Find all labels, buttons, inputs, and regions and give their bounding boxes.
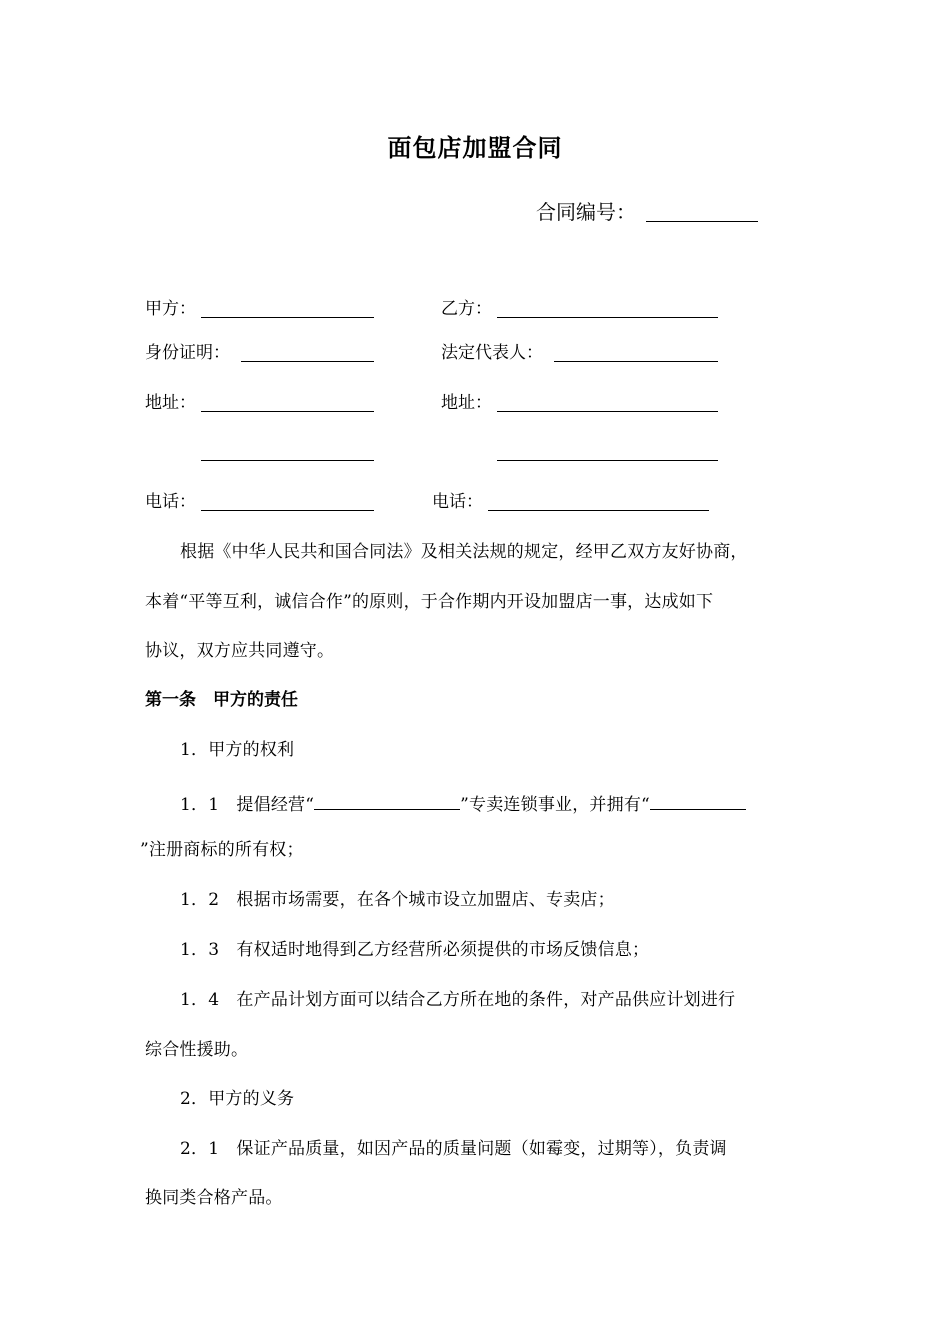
address-b-blank-1[interactable] <box>497 411 718 412</box>
item-1-1-middle: ”专卖连锁事业，并拥有“ <box>460 795 650 815</box>
article-1-heading: 第一条 甲方的责任 <box>145 690 298 710</box>
address-b-label: 地址： <box>441 393 492 413</box>
id-blank[interactable] <box>241 361 374 362</box>
item-1-1-line-2: ”注册商标的所有权； <box>140 840 304 860</box>
business-name-blank[interactable] <box>314 793 460 810</box>
party-b-blank[interactable] <box>497 317 718 318</box>
legal-rep-label: 法定代表人： <box>441 343 543 363</box>
preamble-line-2: 本着“平等互利，诚信合作”的原则，于合作期内开设加盟店一事，达成如下 <box>145 592 714 612</box>
trademark-blank[interactable] <box>650 793 746 810</box>
address-a-label: 地址： <box>145 393 196 413</box>
legal-rep-blank[interactable] <box>554 361 718 362</box>
item-1-4-line-1: 1．4 在产品计划方面可以结合乙方所在地的条件，对产品供应计划进行 <box>180 990 736 1010</box>
item-1-1-prefix: 1．1 提倡经营“ <box>180 795 315 815</box>
item-1-4-line-2: 综合性援助。 <box>145 1040 249 1060</box>
contract-number-label: 合同编号： <box>536 200 636 224</box>
item-2-1-line-2: 换同类合格产品。 <box>145 1188 283 1208</box>
item-1-3: 1．3 有权适时地得到乙方经营所必须提供的市场反馈信息； <box>180 940 650 960</box>
document-title: 面包店加盟合同 <box>387 134 563 162</box>
id-label: 身份证明： <box>145 343 230 363</box>
preamble-line-1: 根据《中华人民共和国合同法》及相关法规的规定，经甲乙双方友好协商， <box>180 542 748 562</box>
contract-number-blank[interactable] <box>646 221 758 222</box>
party-a-blank[interactable] <box>201 317 374 318</box>
party-b-label: 乙方： <box>441 299 492 319</box>
phone-a-label: 电话： <box>145 492 196 512</box>
preamble-line-3: 协议，双方应共同遵守。 <box>145 641 335 661</box>
phone-b-label: 电话： <box>432 492 483 512</box>
address-a-blank-1[interactable] <box>201 411 374 412</box>
party-a-label: 甲方： <box>145 299 196 319</box>
phone-b-blank[interactable] <box>488 510 709 511</box>
duties-heading: 2．甲方的义务 <box>180 1089 295 1109</box>
address-b-blank-2[interactable] <box>497 460 718 461</box>
phone-a-blank[interactable] <box>201 510 374 511</box>
item-2-1-line-1: 2．1 保证产品质量，如因产品的质量问题（如霉变，过期等），负责调 <box>180 1139 727 1159</box>
rights-heading: 1．甲方的权利 <box>180 740 295 760</box>
item-1-1-line-1 <box>180 793 746 814</box>
item-1-2: 1．2 根据市场需要，在各个城市设立加盟店、专卖店； <box>180 890 615 910</box>
address-a-blank-2[interactable] <box>201 460 374 461</box>
